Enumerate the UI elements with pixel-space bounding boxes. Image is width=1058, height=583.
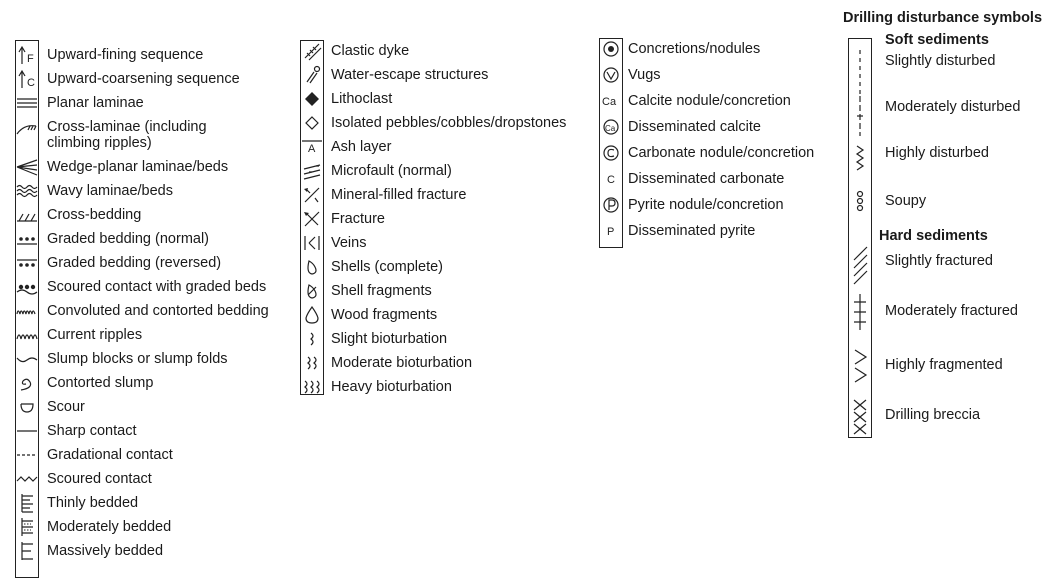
cross-laminae-icon	[16, 116, 38, 138]
legend-label: Convoluted and contorted bedding	[47, 303, 269, 319]
legend-label: Scoured contact with graded beds	[47, 279, 267, 295]
disseminated-carbonate-icon	[600, 168, 622, 190]
legend-label: Shells (complete)	[331, 259, 444, 275]
legend-label: Upward-fining sequence	[47, 47, 204, 63]
upward-coarsening-icon	[16, 68, 38, 90]
disseminated-calcite-icon	[600, 116, 622, 138]
legend-label: Water-escape structures	[331, 67, 489, 83]
legend-label: Sharp contact	[47, 423, 137, 439]
legend-label: Thinly bedded	[47, 495, 139, 511]
convoluted-bedding-icon	[16, 300, 38, 322]
legend-label: Moderately fractured	[885, 303, 1018, 319]
legend-label: Disseminated calcite	[628, 119, 761, 135]
legend-label: Fracture	[331, 211, 385, 227]
water-escape-icon	[301, 64, 323, 86]
heavy-bioturbation-icon	[301, 376, 323, 398]
svg-text:P: P	[607, 226, 615, 238]
legend-label: Calcite nodule/concretion	[628, 93, 791, 109]
legend-label: Graded bedding (reversed)	[47, 255, 222, 271]
legend-label: Ash layer	[331, 139, 392, 155]
soupy-icon	[849, 190, 871, 212]
legend-label: Drilling breccia	[885, 407, 981, 423]
legend-label: Massively bedded	[47, 543, 164, 559]
legend-label: Cross-bedding	[47, 207, 142, 223]
carbonate-nodule-icon	[600, 142, 622, 164]
legend-label: Scoured contact	[47, 471, 152, 487]
legend-label: Current ripples	[47, 327, 143, 343]
svg-text:F: F	[27, 53, 34, 65]
current-ripples-icon	[16, 324, 38, 346]
shells-complete-icon	[301, 256, 323, 278]
svg-text:C: C	[607, 174, 615, 186]
gradational-contact-icon	[16, 444, 38, 466]
legend-label: Graded bedding (normal)	[47, 231, 210, 247]
legend-label: Slightly fractured	[885, 253, 993, 269]
legend-label: Planar laminae	[47, 95, 144, 111]
drilling-disturbance-title: Drilling disturbance symbols	[843, 10, 1043, 26]
lithoclast-icon	[301, 88, 323, 110]
shell-fragments-icon	[301, 280, 323, 302]
legend-label: Wavy laminae/beds	[47, 183, 173, 199]
legend-label: Veins	[331, 235, 367, 251]
wedge-planar-icon	[16, 156, 38, 178]
legend-label: Gradational contact	[47, 447, 173, 463]
legend-label: Clastic dyke	[331, 43, 410, 59]
legend-label: Soupy	[885, 193, 927, 209]
vugs-icon	[600, 64, 622, 86]
legend-label: Wood fragments	[331, 307, 438, 323]
legend-label: Slight bioturbation	[331, 331, 448, 347]
concretions-icon	[600, 38, 622, 60]
legend-label: Lithoclast	[331, 91, 393, 107]
scoured-contact-icon	[16, 468, 38, 490]
cross-bedding-icon	[16, 204, 38, 226]
clastic-dyke-icon	[301, 40, 323, 62]
calcite-nodule-icon	[600, 90, 622, 112]
scoured-graded-icon	[16, 276, 38, 298]
legend-label: Contorted slump	[47, 375, 154, 391]
slump-blocks-icon	[16, 348, 38, 370]
soft-sediments-heading: Soft sediments	[885, 32, 989, 48]
planar-laminae-icon	[16, 92, 38, 114]
isolated-pebbles-icon	[301, 112, 323, 134]
legend-label: Carbonate nodule/concretion	[628, 145, 815, 161]
svg-text:C: C	[27, 77, 35, 89]
upward-fining-icon	[16, 44, 38, 66]
hard-sediments-heading: Hard sediments	[879, 228, 988, 244]
svg-text:Ca: Ca	[605, 124, 616, 133]
moderately-bedded-icon	[16, 516, 38, 538]
ash-layer-icon	[301, 136, 323, 158]
wavy-laminae-icon	[16, 180, 38, 202]
legend-label: Upward-coarsening sequence	[47, 71, 240, 87]
legend-label: Slump blocks or slump folds	[47, 351, 228, 367]
legend-label: Highly disturbed	[885, 145, 989, 161]
moderately-fractured-icon	[849, 300, 871, 322]
legend-label: Scour	[47, 399, 85, 415]
drilling-breccia-icon	[849, 404, 871, 426]
veins-icon	[301, 232, 323, 254]
legend-label: Concretions/nodules	[628, 41, 761, 57]
wood-fragments-icon	[301, 304, 323, 326]
slight-bioturbation-icon	[301, 328, 323, 350]
fracture-icon	[301, 208, 323, 230]
moderate-bioturbation-icon	[301, 352, 323, 374]
graded-reversed-icon	[16, 252, 38, 274]
legend-label: Heavy bioturbation	[331, 379, 452, 395]
graded-normal-icon	[16, 228, 38, 250]
slightly-fractured-icon	[849, 250, 871, 272]
massively-bedded-icon	[16, 540, 38, 562]
legend-label: Mineral-filled fracture	[331, 187, 467, 203]
legend-label: Highly fragmented	[885, 357, 1003, 373]
legend-label: Moderate bioturbation	[331, 355, 473, 371]
legend-label: Microfault (normal)	[331, 163, 452, 179]
highly-fragmented-icon	[849, 354, 871, 376]
mineral-fracture-icon	[301, 184, 323, 206]
thinly-bedded-icon	[16, 492, 38, 514]
legend-label: Shell fragments	[331, 283, 432, 299]
disseminated-pyrite-icon	[600, 220, 622, 242]
scour-icon	[16, 396, 38, 418]
legend-label: Moderately bedded	[47, 519, 172, 535]
contorted-slump-icon	[16, 372, 38, 394]
legend-label: Disseminated carbonate	[628, 171, 785, 187]
slightly-disturbed-icon	[849, 50, 871, 72]
sharp-contact-icon	[16, 420, 38, 442]
highly-disturbed-icon	[849, 142, 871, 164]
microfault-icon	[301, 160, 323, 182]
legend-label: Wedge-planar laminae/beds	[47, 159, 229, 175]
legend-label: Cross-laminae (including climbing ripples)	[47, 119, 207, 151]
legend-label: Pyrite nodule/concretion	[628, 197, 784, 213]
legend-label: Disseminated pyrite	[628, 223, 756, 239]
legend-label: Isolated pebbles/cobbles/dropstones	[331, 115, 567, 131]
legend-label: Vugs	[628, 67, 661, 83]
pyrite-nodule-icon	[600, 194, 622, 216]
moderately-disturbed-icon	[849, 96, 871, 118]
legend-label: Moderately disturbed	[885, 99, 1021, 115]
legend-label: Slightly disturbed	[885, 53, 996, 69]
svg-text:A: A	[308, 143, 316, 155]
svg-text:Ca: Ca	[602, 96, 617, 108]
